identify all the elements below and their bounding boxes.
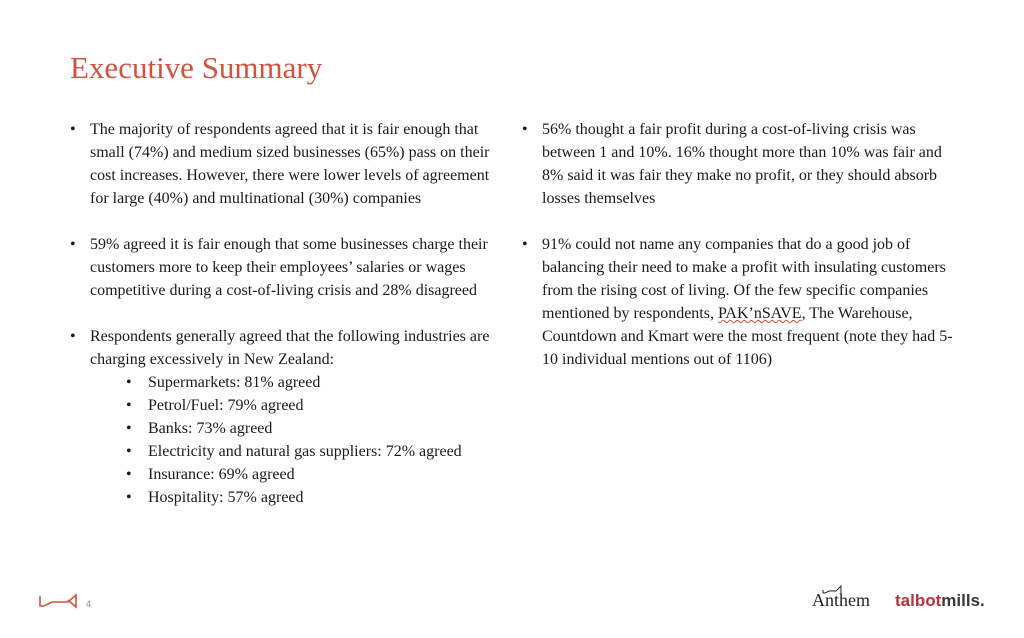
brand-mention: PAK’nSAVE	[717, 305, 802, 322]
left-column	[70, 118, 510, 509]
anthem-logo: Anthem	[812, 590, 870, 611]
list-item: • Banks: 73% agreed	[126, 417, 510, 440]
page-number: 4	[86, 598, 92, 609]
right-column	[522, 118, 962, 394]
right-bullet-list	[522, 118, 962, 371]
talbotmills-logo: talbotmills.	[895, 591, 985, 610]
horn-icon	[38, 592, 78, 615]
left-bullet-list	[70, 118, 510, 509]
list-item: • Supermarkets: 81% agreed	[126, 371, 510, 394]
bullet-item: • 59% agreed it is fair enough that some businesses charge their customers more to keep their employees’ salaries or wages competitive during a cost-of-living crisis and 28% disagreed	[70, 233, 510, 302]
list-item: • Electricity and natural gas suppliers: 72% agreed	[126, 440, 510, 463]
bullet-text: Respondents generally agreed that the following industries are charging excessively in New Zealand:	[90, 328, 490, 368]
footer-left	[38, 592, 91, 615]
list-item: • Insurance: 69% agreed	[126, 463, 510, 486]
bullet-text: 91% could not name any companies that do a good job of balancing their need to make a profit with insulating customers from the rising cost of living. Of the few specific companies mentioned by respondents,	[542, 236, 946, 322]
page-title: Executive Summary	[70, 50, 323, 85]
industry-list	[90, 371, 510, 509]
list-item: • Petrol/Fuel: 79% agreed	[126, 394, 510, 417]
bullet-item	[70, 325, 510, 509]
bullet-item	[522, 233, 962, 371]
bullet-item: • The majority of respondents agreed that it is fair enough that small (74%) and medium sized businesses (65%) pass on their cost increases. However, there were lower levels of agreement for large (40%) and multinational (30%) companies	[70, 118, 510, 210]
list-item: • Hospitality: 57% agreed	[126, 486, 510, 509]
bullet-item: • 56% thought a fair profit during a cost-of-living crisis was between 1 and 10%. 16% thought more than 10% was fair and 8% said it was fair they make no profit, or they should absorb losses themselves	[522, 118, 962, 210]
bullet-text: , The Warehouse, Countdown and Kmart were the most frequent (note they had 5-10 individual mentions out of 1106)	[542, 305, 953, 368]
